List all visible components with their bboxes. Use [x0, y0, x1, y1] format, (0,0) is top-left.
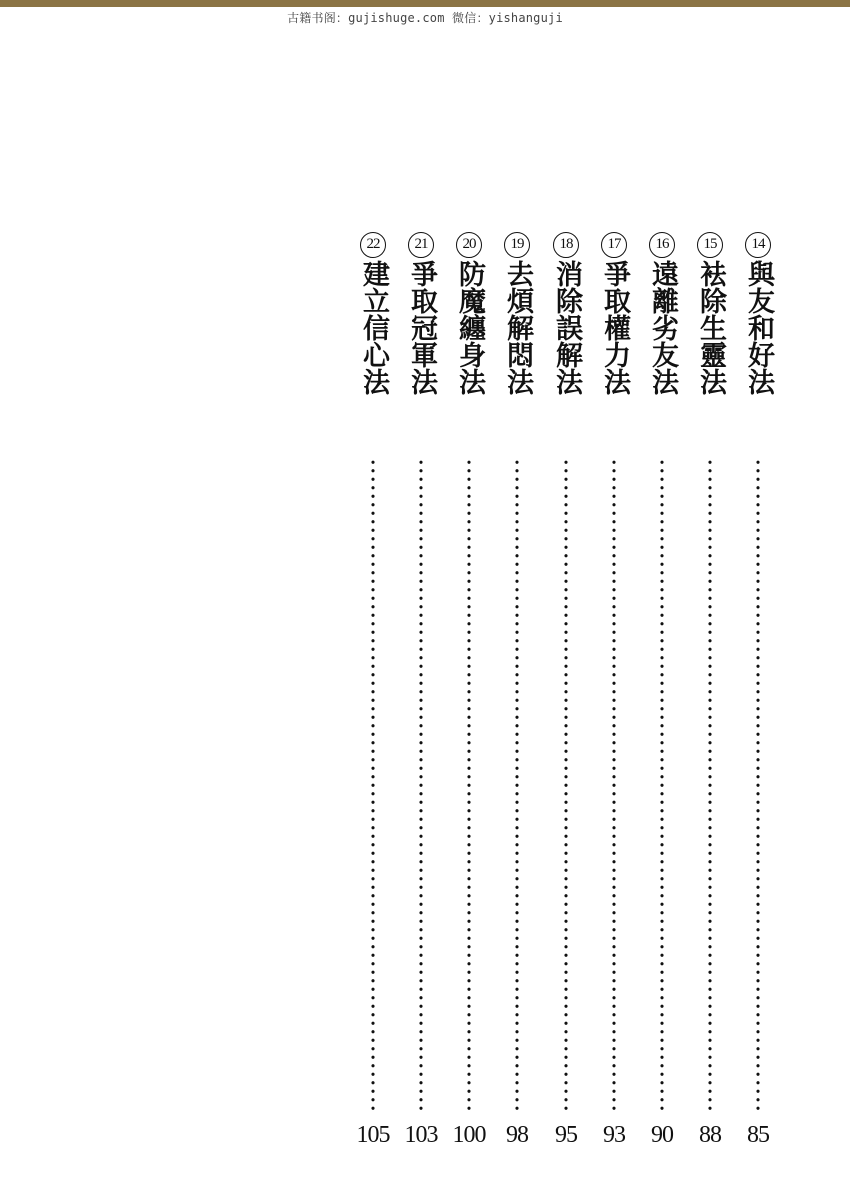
- entry-page-number: 88: [699, 1122, 721, 1148]
- entry-title: 防魔纏身法: [454, 260, 485, 395]
- toc-entry[interactable]: [642, 232, 682, 1152]
- entry-number: 21: [408, 232, 434, 258]
- entry-title: 與友和好法: [743, 260, 774, 395]
- entry-number: 20: [456, 232, 482, 258]
- toc-entry[interactable]: [353, 232, 393, 1152]
- entry-title: 爭取冠軍法: [406, 260, 437, 395]
- entry-number: 19: [504, 232, 530, 258]
- entry-title: 遠離劣友法: [647, 260, 678, 395]
- entry-page-number: 93: [603, 1122, 625, 1148]
- entry-number: 16: [649, 232, 675, 258]
- dot-leader: [467, 458, 471, 1110]
- entry-page-number: 105: [356, 1122, 390, 1148]
- entry-title: 建立信心法: [358, 260, 389, 395]
- entry-number: 17: [601, 232, 627, 258]
- entry-page-number: 90: [651, 1122, 673, 1148]
- toc-entry[interactable]: [594, 232, 634, 1152]
- dot-leader: [612, 458, 616, 1110]
- dot-leader: [419, 458, 423, 1110]
- entry-title: 袪除生靈法: [695, 260, 726, 395]
- entry-page-number: 85: [747, 1122, 769, 1148]
- dot-leader: [708, 458, 712, 1110]
- toc-entry[interactable]: [738, 232, 778, 1152]
- entry-title: 消除誤解法: [551, 260, 582, 395]
- entry-number: 14: [745, 232, 771, 258]
- entry-number: 22: [360, 232, 386, 258]
- entry-number: 18: [553, 232, 579, 258]
- toc-entry[interactable]: [690, 232, 730, 1152]
- entry-page-number: 103: [404, 1122, 438, 1148]
- entry-title: 去煩解悶法: [502, 260, 533, 395]
- dot-leader: [515, 458, 519, 1110]
- entry-page-number: 100: [452, 1122, 486, 1148]
- dot-leader: [371, 458, 375, 1110]
- entry-page-number: 95: [555, 1122, 577, 1148]
- dot-leader: [756, 458, 760, 1110]
- toc-entry[interactable]: [401, 232, 441, 1152]
- toc-entry[interactable]: [449, 232, 489, 1152]
- toc-entry[interactable]: [546, 232, 586, 1152]
- watermark-text: 古籍书阁：gujishuge.com 微信：yishanguji: [287, 11, 563, 25]
- toc-entry[interactable]: [497, 232, 537, 1152]
- entry-title: 爭取權力法: [599, 260, 630, 395]
- dot-leader: [564, 458, 568, 1110]
- entry-page-number: 98: [506, 1122, 528, 1148]
- entry-number: 15: [697, 232, 723, 258]
- dot-leader: [660, 458, 664, 1110]
